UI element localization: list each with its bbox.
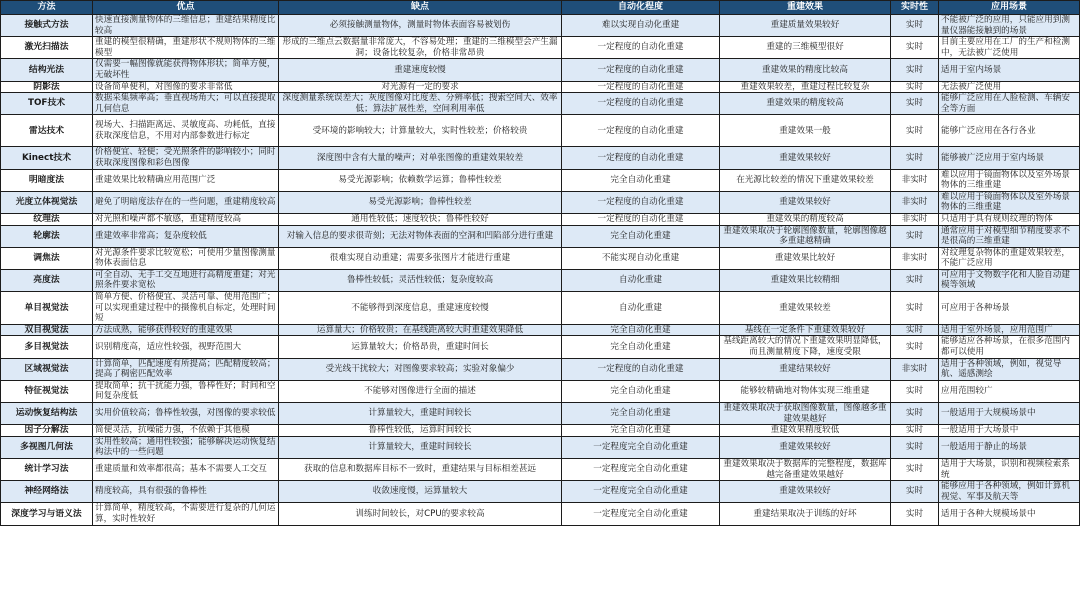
cons-cell: 重建速度较慢 bbox=[279, 59, 562, 81]
scene-cell: 难以应用于镜面物体以及室外场景物体的三维重建 bbox=[939, 191, 1080, 213]
effect-cell: 重建的三维模型很好 bbox=[720, 37, 891, 59]
method-cell: 光度立体视觉法 bbox=[1, 191, 93, 213]
pros-cell: 快速直接测量物体的三维信息；重建结果精度比较高 bbox=[93, 15, 279, 37]
effect-cell: 重建效果取决于轮廓图像数量，轮廓图像越多重建越精确 bbox=[720, 225, 891, 247]
realtime-cell: 实时 bbox=[891, 15, 939, 37]
table-row bbox=[1, 247, 1080, 269]
effect-cell: 重建效果取决于获取图像数量，图像越多重建效果越好 bbox=[720, 403, 891, 425]
table-row bbox=[1, 225, 1080, 247]
cons-cell: 形成的三维点云数据量非常庞大，不容易处理；重建的三维模型会产生漏洞；设备比较复杂，价格非常昂贵 bbox=[279, 37, 562, 59]
table-row bbox=[1, 93, 1080, 115]
pros-cell: 避免了明暗度法存在的一些问题，重建精度较高 bbox=[93, 191, 279, 213]
method-cell: 单目视觉法 bbox=[1, 292, 93, 325]
scene-cell: 对纹理复杂物体的重建效果较差，不能广泛应用 bbox=[939, 247, 1080, 269]
pros-cell: 提取简单；抗干扰能力强，鲁棒性好；时间和空间复杂度低 bbox=[93, 380, 279, 402]
effect-cell: 重建效果比较好 bbox=[720, 247, 891, 269]
scene-cell: 能够被广泛应用于室内场景 bbox=[939, 147, 1080, 169]
scene-cell: 适用于各种大规模场景中 bbox=[939, 503, 1080, 525]
scene-cell: 一般适用于大场景中 bbox=[939, 425, 1080, 437]
automation-cell: 一定程度的自动化重建 bbox=[562, 37, 720, 59]
realtime-cell: 实时 bbox=[891, 37, 939, 59]
table-body bbox=[1, 15, 1080, 526]
method-cell: 阴影法 bbox=[1, 81, 93, 93]
header-effect: 重建效果 bbox=[720, 1, 891, 15]
effect-cell: 重建效果较差 bbox=[720, 292, 891, 325]
scene-cell: 可应用于各种场景 bbox=[939, 292, 1080, 325]
pros-cell: 仅需要一幅图像就能获得物体形状；简单方便，无破坏性 bbox=[93, 59, 279, 81]
method-cell: 因子分解法 bbox=[1, 425, 93, 437]
table-row bbox=[1, 292, 1080, 325]
table-row bbox=[1, 169, 1080, 191]
table-row bbox=[1, 213, 1080, 225]
scene-cell: 难以应用于镜面物体以及室外场景物体的三维重建 bbox=[939, 169, 1080, 191]
automation-cell: 一定程度完全自动化重建 bbox=[562, 458, 720, 480]
pros-cell: 简单方便、价格便宜、灵活可靠、使用范围广；可以实现重建过程中的摄像机自标定，处理时间短 bbox=[93, 292, 279, 325]
table-row bbox=[1, 403, 1080, 425]
automation-cell: 一定程度的自动化重建 bbox=[562, 59, 720, 81]
realtime-cell: 实时 bbox=[891, 336, 939, 358]
automation-cell: 自动化重建 bbox=[562, 292, 720, 325]
effect-cell: 重建效果较差，重建过程比较复杂 bbox=[720, 81, 891, 93]
method-cell: 纹理法 bbox=[1, 213, 93, 225]
scene-cell: 可应用于文物数字化和人脸自动建模等领域 bbox=[939, 269, 1080, 291]
table-row bbox=[1, 425, 1080, 437]
cons-cell: 计算量较大，重建时间较长 bbox=[279, 403, 562, 425]
realtime-cell: 非实时 bbox=[891, 247, 939, 269]
table-row bbox=[1, 503, 1080, 525]
automation-cell: 一定程度的自动化重建 bbox=[562, 147, 720, 169]
method-cell: 双目视觉法 bbox=[1, 324, 93, 336]
effect-cell: 基线在一定条件下重建效果较好 bbox=[720, 324, 891, 336]
scene-cell: 目前主要应用在工厂的生产和检测中，无法被广泛使用 bbox=[939, 37, 1080, 59]
cons-cell: 易受光源影响；依赖数学运算；鲁棒性较差 bbox=[279, 169, 562, 191]
automation-cell: 一定程度的自动化重建 bbox=[562, 81, 720, 93]
table-row bbox=[1, 324, 1080, 336]
scene-cell: 能够适应各种场景，在很多范围内都可以使用 bbox=[939, 336, 1080, 358]
realtime-cell: 实时 bbox=[891, 436, 939, 458]
method-cell: 亮度法 bbox=[1, 269, 93, 291]
automation-cell: 完全自动化重建 bbox=[562, 336, 720, 358]
realtime-cell: 实时 bbox=[891, 147, 939, 169]
method-cell: 运动恢复结构法 bbox=[1, 403, 93, 425]
realtime-cell: 实时 bbox=[891, 481, 939, 503]
realtime-cell: 实时 bbox=[891, 59, 939, 81]
table-row bbox=[1, 59, 1080, 81]
method-cell: 神经网络法 bbox=[1, 481, 93, 503]
cons-cell: 不能够对图像进行全面的描述 bbox=[279, 380, 562, 402]
method-cell: 调焦法 bbox=[1, 247, 93, 269]
scene-cell: 无法被广泛使用 bbox=[939, 81, 1080, 93]
effect-cell: 重建效果精度较低 bbox=[720, 425, 891, 437]
effect-cell: 重建效果的精度比较高 bbox=[720, 59, 891, 81]
pros-cell: 重建的模型很精确，重建形状不规则物体的三维模型 bbox=[93, 37, 279, 59]
effect-cell: 能够较精确地对物体实现三维重建 bbox=[720, 380, 891, 402]
effect-cell: 重建效果较好 bbox=[720, 436, 891, 458]
realtime-cell: 非实时 bbox=[891, 191, 939, 213]
table-row bbox=[1, 436, 1080, 458]
table-row bbox=[1, 458, 1080, 480]
pros-cell: 实用性较高；通用性较强；能够解决运动恢复结构法中的一些问题 bbox=[93, 436, 279, 458]
effect-cell: 重建效果的精度较高 bbox=[720, 213, 891, 225]
automation-cell: 完全自动化重建 bbox=[562, 425, 720, 437]
scene-cell: 适用于各种领域，例如，视觉导航、遥感测绘 bbox=[939, 358, 1080, 380]
header-scene: 应用场景 bbox=[939, 1, 1080, 15]
pros-cell: 计算简单，精度较高，不需要进行复杂的几何运算，实时性较好 bbox=[93, 503, 279, 525]
scene-cell: 通常应用于对模型细节精度要求不是很高的三维重建 bbox=[939, 225, 1080, 247]
table-row bbox=[1, 380, 1080, 402]
automation-cell: 不能实现自动化重建 bbox=[562, 247, 720, 269]
effect-cell: 重建效果较好 bbox=[720, 147, 891, 169]
automation-cell: 完全自动化重建 bbox=[562, 169, 720, 191]
effect-cell: 重建效果较好 bbox=[720, 191, 891, 213]
realtime-cell: 实时 bbox=[891, 115, 939, 147]
scene-cell: 一般适用于大规模场景中 bbox=[939, 403, 1080, 425]
header-cons: 缺点 bbox=[279, 1, 562, 15]
pros-cell: 重建效率非常高；复杂度较低 bbox=[93, 225, 279, 247]
effect-cell: 重建结果取决于训练的好坏 bbox=[720, 503, 891, 525]
automation-cell: 一定程度的自动化重建 bbox=[562, 213, 720, 225]
scene-cell: 只适用于具有规则纹理的物体 bbox=[939, 213, 1080, 225]
method-cell: 多视图几何法 bbox=[1, 436, 93, 458]
automation-cell: 难以实现自动化重建 bbox=[562, 15, 720, 37]
effect-cell: 重建结果较好 bbox=[720, 358, 891, 380]
effect-cell: 重建效果取决于数据库的完整程度，数据库越完备重建效果越好 bbox=[720, 458, 891, 480]
cons-cell: 受光线干扰较大；对图像要求较高；实验对象偏少 bbox=[279, 358, 562, 380]
pros-cell: 数据采集频率高；垂直视场角大；可以直接提取几何信息 bbox=[93, 93, 279, 115]
realtime-cell: 实时 bbox=[891, 269, 939, 291]
scene-cell: 能够广泛应用在人脸检测、车辆安全等方面 bbox=[939, 93, 1080, 115]
method-cell: 统计学习法 bbox=[1, 458, 93, 480]
header-method: 方法 bbox=[1, 1, 93, 15]
method-cell: 明暗度法 bbox=[1, 169, 93, 191]
cons-cell: 通用性较低；速度较快；鲁棒性较好 bbox=[279, 213, 562, 225]
realtime-cell: 实时 bbox=[891, 403, 939, 425]
table-row bbox=[1, 147, 1080, 169]
automation-cell: 一定程度的自动化重建 bbox=[562, 115, 720, 147]
scene-cell: 能够应用于各种领域，例如计算机视觉、军事及航天等 bbox=[939, 481, 1080, 503]
scene-cell: 应用范围较广 bbox=[939, 380, 1080, 402]
cons-cell: 深度图中含有大量的噪声；对单张图像的重建效果较差 bbox=[279, 147, 562, 169]
pros-cell: 价格便宜、轻便；受光照条件的影响较小；同时获取深度图像和彩色图像 bbox=[93, 147, 279, 169]
method-cell: 接触式方法 bbox=[1, 15, 93, 37]
cons-cell: 受环境的影响较大；计算量较大，实时性较差；价格较贵 bbox=[279, 115, 562, 147]
table-row bbox=[1, 15, 1080, 37]
method-cell: 深度学习与语义法 bbox=[1, 503, 93, 525]
pros-cell: 重建效果比较精确应用范围广泛 bbox=[93, 169, 279, 191]
realtime-cell: 非实时 bbox=[891, 169, 939, 191]
method-cell: 激光扫描法 bbox=[1, 37, 93, 59]
table-row bbox=[1, 481, 1080, 503]
effect-cell: 重建效果较好 bbox=[720, 481, 891, 503]
header-realtime: 实时性 bbox=[891, 1, 939, 15]
table-row bbox=[1, 115, 1080, 147]
automation-cell: 自动化重建 bbox=[562, 269, 720, 291]
pros-cell: 识别精度高，适应性较强，视野范围大 bbox=[93, 336, 279, 358]
automation-cell: 完全自动化重建 bbox=[562, 225, 720, 247]
cons-cell: 对输入信息的要求很苛刻；无法对物体表面的空洞和凹陷部分进行重建 bbox=[279, 225, 562, 247]
pros-cell: 精度较高，具有很强的鲁棒性 bbox=[93, 481, 279, 503]
method-cell: 特征视觉法 bbox=[1, 380, 93, 402]
effect-cell: 在光源比较差的情况下重建效果较差 bbox=[720, 169, 891, 191]
effect-cell: 重建效果比较精细 bbox=[720, 269, 891, 291]
cons-cell: 对光源有一定的要求 bbox=[279, 81, 562, 93]
cons-cell: 很难实现自动重建；需要多张图片才能进行重建 bbox=[279, 247, 562, 269]
pros-cell: 重建质量和效率都很高；基本不需要人工交互 bbox=[93, 458, 279, 480]
table-row bbox=[1, 37, 1080, 59]
cons-cell: 训练时间较长，对CPU的要求较高 bbox=[279, 503, 562, 525]
method-cell: 雷达技术 bbox=[1, 115, 93, 147]
pros-cell: 计算简单，匹配速度有所提高；匹配精度较高；提高了稠密匹配效率 bbox=[93, 358, 279, 380]
automation-cell: 一定程度完全自动化重建 bbox=[562, 481, 720, 503]
method-cell: 区域视觉法 bbox=[1, 358, 93, 380]
pros-cell: 对光源条件要求比较宽松；可使用少量图像测量物体表面信息 bbox=[93, 247, 279, 269]
automation-cell: 完全自动化重建 bbox=[562, 324, 720, 336]
method-cell: TOF技术 bbox=[1, 93, 93, 115]
cons-cell: 深度测量系统误差大；灰度图像对比度差、分辨率低；搜索空间大、效率低；算法扩展性差，空间利用率低 bbox=[279, 93, 562, 115]
cons-cell: 鲁棒性较低；灵活性较低；复杂度较高 bbox=[279, 269, 562, 291]
cons-cell: 运算量大；价格较贵；在基线距离较大时重建效果降低 bbox=[279, 324, 562, 336]
realtime-cell: 非实时 bbox=[891, 213, 939, 225]
effect-cell: 重建效果一般 bbox=[720, 115, 891, 147]
automation-cell: 一定程度的自动化重建 bbox=[562, 93, 720, 115]
automation-cell: 一定程度完全自动化重建 bbox=[562, 503, 720, 525]
scene-cell: 一般适用于静止的场景 bbox=[939, 436, 1080, 458]
scene-cell: 适用于大场景，识别和视频检索系统 bbox=[939, 458, 1080, 480]
realtime-cell: 非实时 bbox=[891, 358, 939, 380]
automation-cell: 一定程度完全自动化重建 bbox=[562, 436, 720, 458]
method-cell: 结构光法 bbox=[1, 59, 93, 81]
realtime-cell: 实时 bbox=[891, 324, 939, 336]
cons-cell: 必须接触测量物体，测量时物体表面容易被划伤 bbox=[279, 15, 562, 37]
cons-cell: 运算量较大；价格昂贵，重建时间长 bbox=[279, 336, 562, 358]
table-row bbox=[1, 191, 1080, 213]
cons-cell: 易受光源影响；鲁棒性较差 bbox=[279, 191, 562, 213]
scene-cell: 不能被广泛的应用，只能应用到测量仪器能接触到的场景 bbox=[939, 15, 1080, 37]
pros-cell: 对光照和噪声都不敏感，重建精度较高 bbox=[93, 213, 279, 225]
pros-cell: 实用价值较高；鲁棒性较强，对图像的要求较低 bbox=[93, 403, 279, 425]
table-row bbox=[1, 358, 1080, 380]
table-row bbox=[1, 336, 1080, 358]
realtime-cell: 实时 bbox=[891, 425, 939, 437]
pros-cell: 方法成熟，能够获得较好的重建效果 bbox=[93, 324, 279, 336]
table-row bbox=[1, 81, 1080, 93]
realtime-cell: 实时 bbox=[891, 225, 939, 247]
table-header-row bbox=[1, 1, 1080, 15]
pros-cell: 可全自动、无手工交互地进行高精度重建；对光照条件要求宽松 bbox=[93, 269, 279, 291]
realtime-cell: 实时 bbox=[891, 458, 939, 480]
method-cell: 轮廓法 bbox=[1, 225, 93, 247]
automation-cell: 完全自动化重建 bbox=[562, 403, 720, 425]
scene-cell: 适用于室内场景 bbox=[939, 59, 1080, 81]
effect-cell: 重建效果的精度较高 bbox=[720, 93, 891, 115]
realtime-cell: 实时 bbox=[891, 292, 939, 325]
header-pros: 优点 bbox=[93, 1, 279, 15]
realtime-cell: 实时 bbox=[891, 503, 939, 525]
effect-cell: 基线距离较大的情况下重建效果明显降低，而且测量精度下降，速度受限 bbox=[720, 336, 891, 358]
cons-cell: 不能够得到深度信息，重建速度较慢 bbox=[279, 292, 562, 325]
automation-cell: 完全自动化重建 bbox=[562, 380, 720, 402]
automation-cell: 一定程度的自动化重建 bbox=[562, 358, 720, 380]
pros-cell: 简便灵活，抗噪能力强，不依赖于其他模 bbox=[93, 425, 279, 437]
table-row bbox=[1, 269, 1080, 291]
method-cell: 多目视觉法 bbox=[1, 336, 93, 358]
pros-cell: 视场大、扫描距离远、灵敏度高、功耗低，直接获取深度信息，不用对内部参数进行标定 bbox=[93, 115, 279, 147]
effect-cell: 重建质量效果较好 bbox=[720, 15, 891, 37]
header-automation: 自动化程度 bbox=[562, 1, 720, 15]
cons-cell: 鲁棒性较低，运算时间较长 bbox=[279, 425, 562, 437]
cons-cell: 获取的信息和数据库目标不一致时，重建结果与目标相差甚远 bbox=[279, 458, 562, 480]
scene-cell: 能够广泛应用在各行各业 bbox=[939, 115, 1080, 147]
realtime-cell: 实时 bbox=[891, 81, 939, 93]
realtime-cell: 实时 bbox=[891, 380, 939, 402]
realtime-cell: 实时 bbox=[891, 93, 939, 115]
cons-cell: 计算量较大，重建时间较长 bbox=[279, 436, 562, 458]
pros-cell: 设备简单便利，对图像的要求非常低 bbox=[93, 81, 279, 93]
method-cell: Kinect技术 bbox=[1, 147, 93, 169]
automation-cell: 一定程度的自动化重建 bbox=[562, 191, 720, 213]
scene-cell: 适用于室外场景，应用范围广 bbox=[939, 324, 1080, 336]
cons-cell: 收敛速度慢，运算量较大 bbox=[279, 481, 562, 503]
